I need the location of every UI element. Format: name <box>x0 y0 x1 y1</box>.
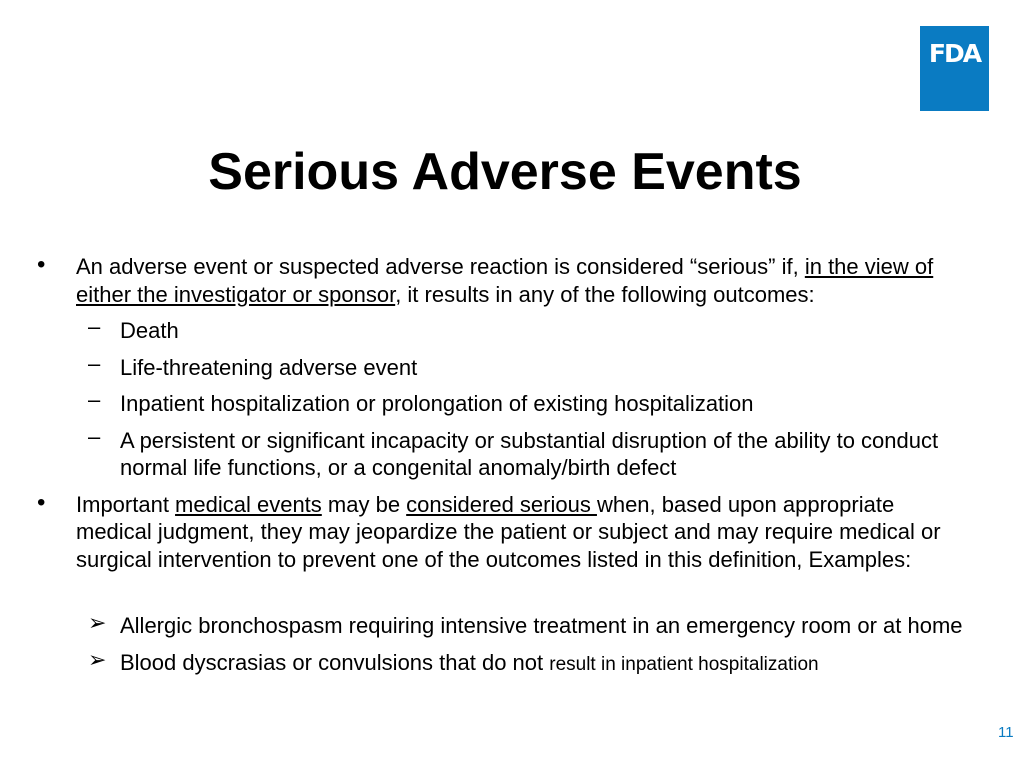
outcome-text: A persistent or significant incapacity or substantial disruption of the ability to conduct normal life functions, or a congenital anomaly/birth defect <box>120 427 939 480</box>
bullet-text: may be <box>321 491 407 517</box>
outcome-text: Inpatient hospitalization or prolongation of existing hospitalization <box>120 391 754 416</box>
bullet-text: An adverse event or suspected adverse reaction is considered “serious” if, <box>76 254 805 279</box>
bullet-text: when, based upon appropriate medical judgment, they may jeopardize the patient or subject and may require medical or surgical intervention to prevent one of the outcomes listed in this definition, Examples: <box>76 491 941 572</box>
slide-body <box>30 253 975 678</box>
fda-logo-text: FDA <box>928 39 981 68</box>
bullet-important-medical-events <box>30 488 975 574</box>
dash-marker: – <box>88 314 101 339</box>
bullet-marker: • <box>37 488 46 516</box>
underlined-phrase: in the view of either the investigator or sponsor <box>76 254 934 307</box>
dash-marker: – <box>88 423 101 449</box>
outcome-item-hospitalization <box>30 387 975 418</box>
outcome-text: Life-threatening adverse event <box>120 354 418 380</box>
bullet-serious-definition <box>30 253 975 308</box>
bullet-text: Important <box>76 491 176 517</box>
fda-logo <box>920 26 989 111</box>
bullet-text: , it results in any of the following outcomes: <box>395 281 815 307</box>
outcome-text: Death <box>120 318 179 343</box>
outcome-item-incapacity <box>30 423 975 482</box>
example-text: Blood dyscrasias or convulsions that do not <box>120 649 550 675</box>
bullet-marker: • <box>37 251 46 278</box>
page-number: 11 <box>998 724 1014 741</box>
example-text: Allergic bronchospasm requiring intensive treatment in an emergency room or at home <box>120 613 963 638</box>
outcome-item-death <box>30 314 975 345</box>
slide-title: Serious Adverse Events <box>208 143 802 201</box>
example-text-small: result in inpatient hospitalization <box>549 653 819 675</box>
arrow-marker: ➢ <box>88 610 107 635</box>
underlined-phrase: considered serious <box>406 491 597 517</box>
dash-marker: – <box>88 387 101 412</box>
dash-marker: – <box>88 350 101 376</box>
spacer <box>30 573 975 603</box>
outcome-item-life-threatening <box>30 350 975 382</box>
underlined-phrase: medical events <box>175 491 322 517</box>
example-item-dyscrasias <box>30 646 975 679</box>
arrow-marker: ➢ <box>88 646 107 672</box>
example-item-bronchospasm <box>30 612 975 640</box>
